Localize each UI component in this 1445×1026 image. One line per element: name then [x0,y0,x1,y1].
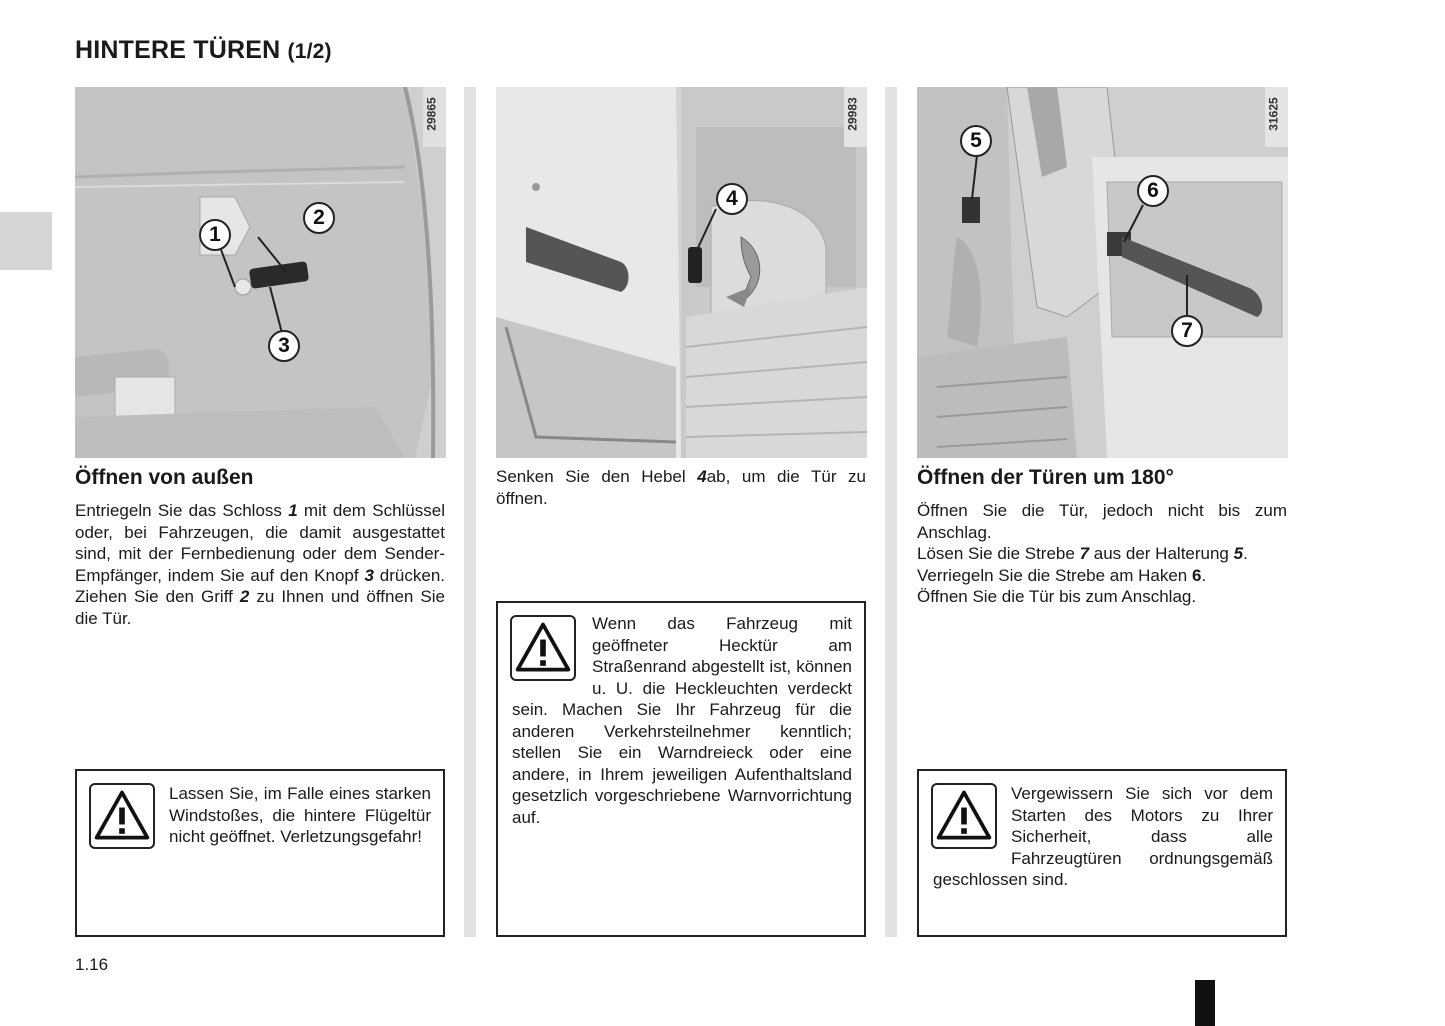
text-segment: Lösen Sie die Strebe [917,544,1080,563]
page-title-suffix: (1/2) [287,40,332,63]
warning-triangle-icon [89,783,155,849]
callout-4: 4 [716,183,748,215]
item-ref: 3 [364,565,374,585]
warning-text-doors-closed-content: Vergewissern Sie sich vor dem Starten des Motors zu Ihrer Sicherheit, dass alle Fahrzeugtüren ordnungsgemäß geschlossen sind. [933,784,1273,889]
column-divider-right [885,87,897,937]
instruction-line-3 [917,565,1287,587]
rear-door-lever-illustration [496,87,867,458]
chapter-tab [0,212,52,270]
figure-ref-number: 31625 [1266,97,1281,131]
figure-rear-door-lever [496,87,867,458]
instruction-open-outside [75,500,445,629]
callout-3: 3 [268,330,300,362]
item-ref: 4 [697,467,707,486]
instruction-line-1: Öffnen Sie die Tür, jedoch nicht bis zum Anschlag. [917,501,1287,542]
callout-7: 7 [1171,315,1203,347]
text-segment: Senken Sie den Hebel [496,467,698,486]
instruction-lower-lever [496,466,866,509]
instruction-open-180 [917,500,1287,608]
warning-box-taillights [496,601,866,937]
text-segment: aus der Halterung [1089,544,1234,563]
item-ref: 2 [239,587,250,606]
callout-5: 5 [960,125,992,157]
callout-2: 2 [303,202,335,234]
figure-rear-door-exterior [75,87,446,458]
figure-ref-number: 29865 [424,97,439,131]
text-segment: . [1243,544,1248,563]
section-heading-open-180: Öffnen der Türen um 180° [917,466,1174,489]
warning-text-taillights-content: Wenn das Fahrzeug mit geöffneter Hecktür am Straßenrand abgestellt ist, können u. U. die Heckleuchten verdeckt sein. Machen Sie Ihr Fahrzeug für die anderen Verkehrsteilnehmer kenntlich; stellen Sie ein Warndreieck oder eine andere, in Ihrem jeweiligen Aufenthaltsland gesetzlich vorgeschriebene Warnvorrichtung auf. [512,614,852,827]
rear-door-exterior-illustration [75,87,446,458]
text-segment: mit dem Schlüssel oder, bei Fahrzeugen, die damit ausgestattet sind, mit der Fernbedienung oder dem Sender-Empfänger, indem Sie auf den Knopf [75,501,445,585]
page-edge-marker [1195,980,1215,1026]
section-heading-open-outside: Öffnen von außen [75,466,254,489]
item-ref: 5 [1233,544,1244,563]
text-segment: Verriegeln Sie die Strebe am Haken [917,565,1192,585]
page-title [75,36,332,65]
figure-door-strut [917,87,1288,458]
figure-ref-number: 29983 [845,97,860,131]
warning-box-doors-closed [917,769,1287,937]
text-segment: zu Ihnen und öffnen Sie die Tür. [75,587,445,628]
page-title-main: HINTERE TÜREN [75,36,281,64]
callout-6: 6 [1137,175,1169,207]
instruction-line-2 [917,543,1287,565]
instruction-line-4: Öffnen Sie die Tür bis zum Anschlag. [917,587,1197,606]
text-segment: ab, um die Tür zu öffnen. [496,467,866,508]
column-divider-left [464,87,476,937]
text-segment: Entriegeln Sie das Schloss [75,501,289,520]
text-segment: . [1201,565,1207,585]
callout-1: 1 [199,219,231,251]
warning-text-doors-closed [933,783,1273,891]
warning-text-wind: Lassen Sie, im Falle eines starken Windstoßes, die hintere Flügeltür nicht geöffnet. Verletzungsgefahr! [169,784,431,846]
warning-box-wind [75,769,445,937]
item-ref: 7 [1079,544,1090,563]
item-ref: 1 [288,501,298,520]
text-segment: drücken. Ziehen Sie den Griff [75,565,445,606]
warning-text-taillights [512,613,852,828]
item-ref: 6 [1192,565,1202,585]
page-number: 1.16 [75,955,109,974]
